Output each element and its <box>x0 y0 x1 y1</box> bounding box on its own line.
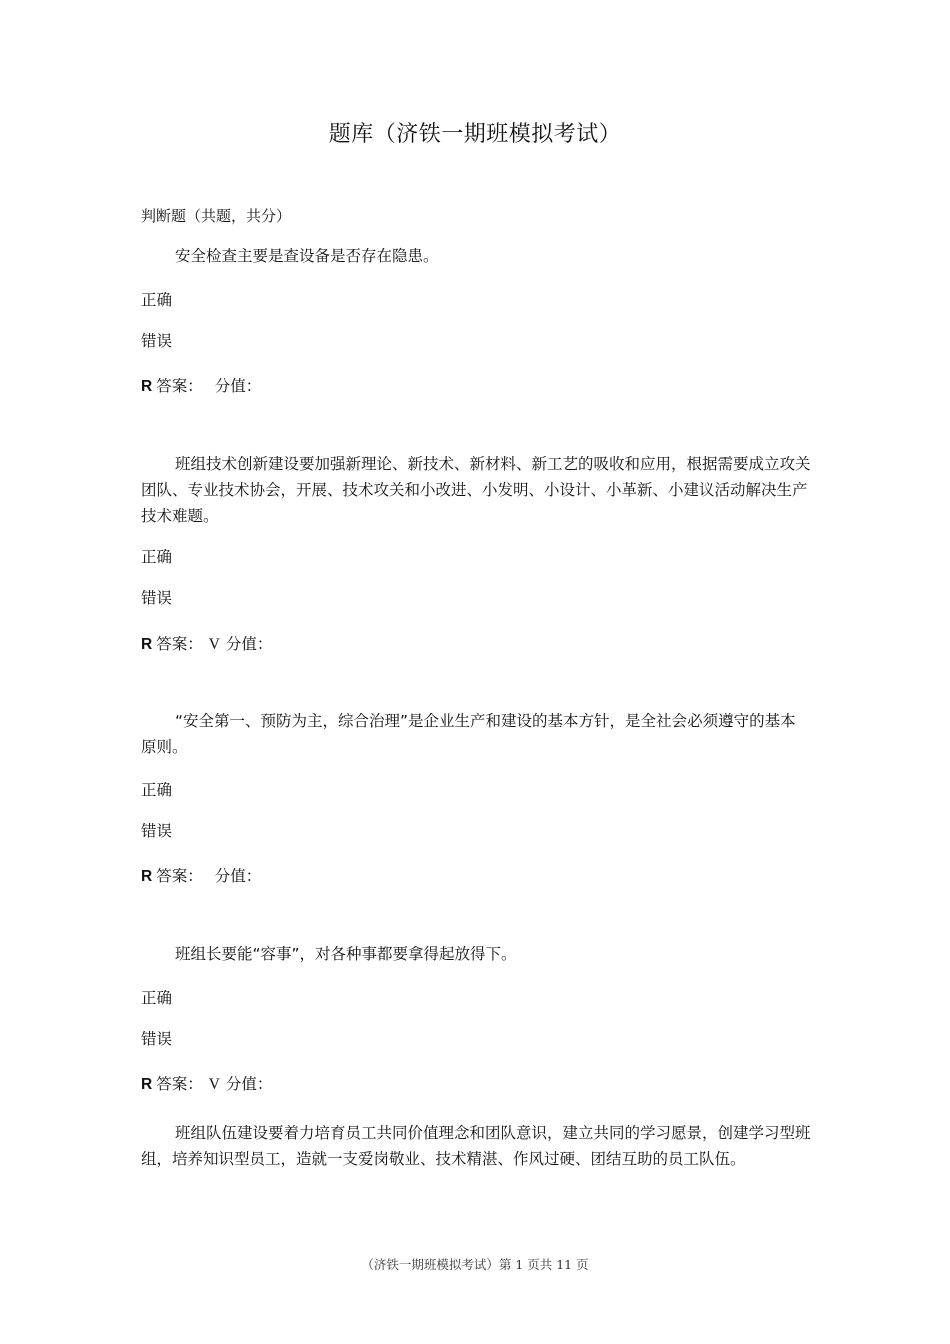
question-stem: 安全检查主要是查设备是否存在隐患。 <box>175 247 439 265</box>
option-false[interactable]: 错误 <box>141 332 173 350</box>
answer-prefix: R <box>141 378 153 395</box>
option-false[interactable]: 错误 <box>141 1030 173 1048</box>
answer-line <box>141 374 261 396</box>
answer-label: 答案： <box>156 635 203 653</box>
answer-line <box>141 1072 272 1094</box>
answer-mark: V <box>208 1076 220 1093</box>
answer-line <box>141 864 261 886</box>
answer-prefix: R <box>141 1076 153 1093</box>
score-label: 分值： <box>225 1075 273 1093</box>
answer-prefix: R <box>141 868 153 885</box>
option-true[interactable]: 正确 <box>141 291 173 309</box>
question-stem: 班组长要能“容事”，对各种事都要拿得起放得下。 <box>175 945 517 963</box>
question-stem: 班组技术创新建设要加强新理论、新技术、新材料、新工艺的吸收和应用，根据需要成立攻关团队、专业技术协会，开展、技术攻关和小改进、小发明、小设计、小革新、小建议活动解决生产技术难题。 <box>141 455 811 525</box>
answer-label: 答案： <box>156 867 203 885</box>
page-footer: （济铁一期班模拟考试）第 1 页共 11 页 <box>361 1257 589 1272</box>
score-label: 分值： <box>214 867 262 885</box>
answer-line <box>141 632 272 654</box>
answer-label: 答案： <box>156 1075 203 1093</box>
section-heading: 判断题（共题，共分） <box>141 207 292 225</box>
question-2 <box>141 451 811 529</box>
question-stem: “安全第一、预防为主，综合治理”是企业生产和建设的基本方针，是全社会必须遵守的基本原则。 <box>141 712 796 756</box>
score-label: 分值： <box>214 377 262 395</box>
question-5 <box>141 1120 811 1172</box>
option-false[interactable]: 错误 <box>141 822 173 840</box>
question-1 <box>141 243 811 269</box>
question-stem: 班组队伍建设要着力培育员工共同价值理念和团队意识，建立共同的学习愿景，创建学习型班组，培养知识型员工，造就一支爱岗敬业、技术精湛、作风过硬、团结互助的员工队伍。 <box>141 1124 811 1168</box>
score-label: 分值： <box>225 635 273 653</box>
question-4 <box>141 941 811 967</box>
option-true[interactable]: 正确 <box>141 548 173 566</box>
option-true[interactable]: 正确 <box>141 989 173 1007</box>
answer-label: 答案： <box>156 377 203 395</box>
option-false[interactable]: 错误 <box>141 589 173 607</box>
question-3 <box>141 708 811 760</box>
answer-prefix: R <box>141 636 153 653</box>
document-title: 题库（济铁一期班模拟考试） <box>328 122 622 147</box>
answer-mark: V <box>208 636 220 653</box>
option-true[interactable]: 正确 <box>141 781 173 799</box>
